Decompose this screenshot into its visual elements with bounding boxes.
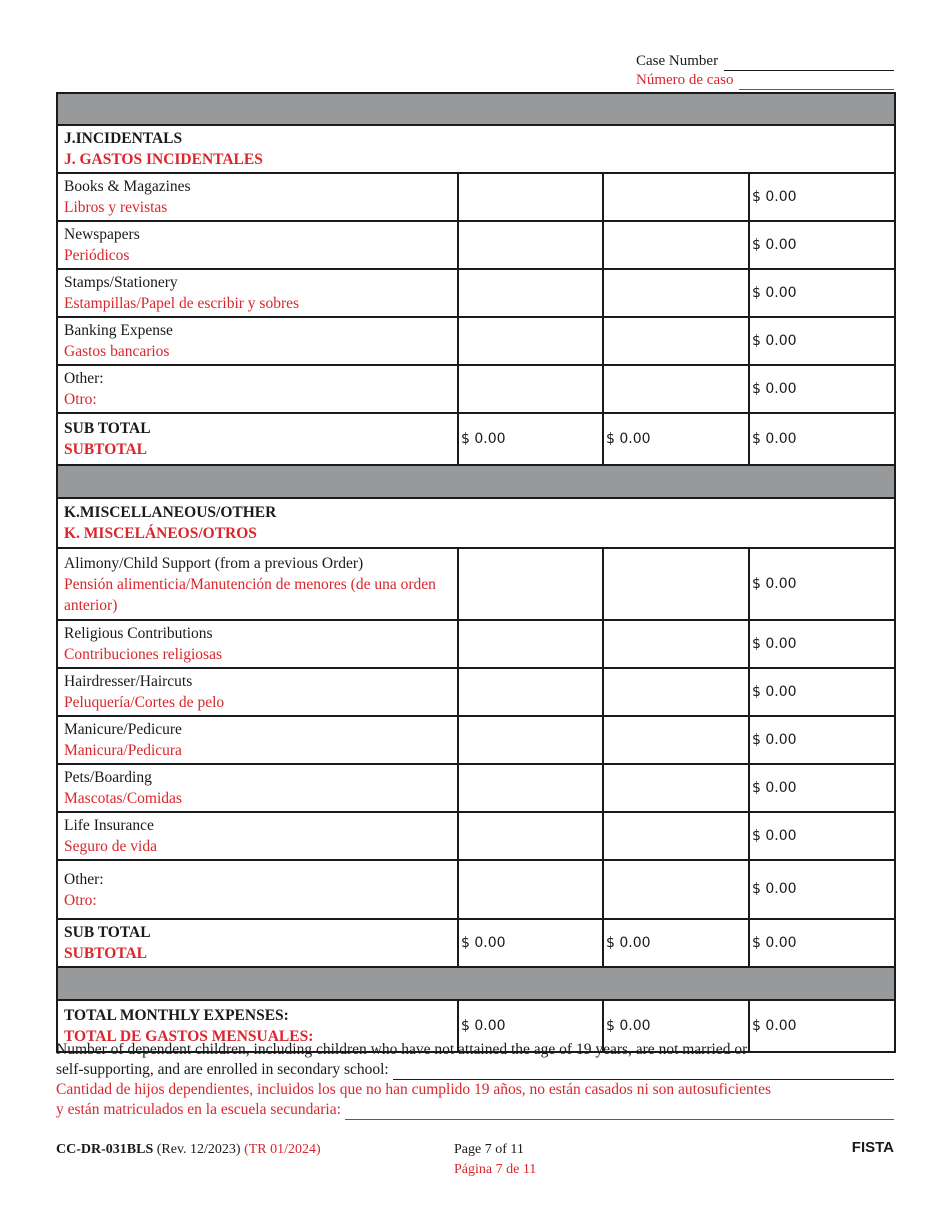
case-number-block [636,52,894,90]
row-label-es: Periódicos [64,247,130,264]
row-label: Manicure/Pedicure [64,721,182,738]
dependents-input[interactable] [393,1063,894,1080]
total-cell: $ 0.00 [749,365,895,413]
amount-cell[interactable] [603,620,749,668]
amount-cell[interactable] [458,173,603,221]
dependents-input-es[interactable] [345,1103,894,1120]
section-divider [57,465,895,498]
dependents-text-line2-es: y están matriculados en la escuela secundaria: [56,1101,341,1118]
total-label: TOTAL MONTHLY EXPENSES: [64,1007,289,1024]
row-label-es: Gastos bancarios [64,343,170,360]
case-number-label: Case Number [636,53,719,69]
table-row [57,548,895,620]
section-j-header [57,125,895,173]
total-cell: $ 0.00 [749,269,895,317]
row-label-es: Estampillas/Papel de escribir y sobres [64,295,300,312]
amount-cell[interactable] [603,860,749,919]
table-row [57,173,895,221]
amount-cell[interactable] [458,812,603,860]
dependents-row [56,1060,894,1080]
amount-cell[interactable] [603,317,749,365]
amount-cell[interactable] [458,668,603,716]
row-label-es: Libros y revistas [64,199,168,216]
row-label-es: Peluquería/Cortes de pelo [64,694,225,711]
table-row [57,221,895,269]
total-label-es: TOTAL DE GASTOS MENSUALES: [64,1028,314,1045]
amount-cell[interactable] [458,764,603,812]
dependents-block [56,1040,894,1120]
row-label: Pets/Boarding [64,769,152,786]
dependents-text-line1: Number of dependent children, including children who have not attained the age of 19 years, are not married or [56,1041,748,1058]
amount-cell[interactable] [603,764,749,812]
amount-cell[interactable] [458,221,603,269]
page-number [454,1140,536,1180]
row-label: Other: [64,370,104,387]
amount-cell[interactable] [458,716,603,764]
section-k-title-es: K. MISCELÁNEOS/OTROS [64,525,257,542]
page-number-es: Página 7 de 11 [454,1162,537,1177]
amount-cell[interactable] [458,548,603,620]
case-number-row-es [636,71,894,90]
table-row [57,812,895,860]
form-code: CC-DR-031BLS [56,1142,154,1157]
total-cell: $ 0.00 [749,716,895,764]
form-id [56,1140,321,1160]
amount-cell[interactable] [603,812,749,860]
section-j-title: J.INCIDENTALS [64,130,183,147]
row-label-es: Seguro de vida [64,838,157,855]
amount-cell[interactable] [603,269,749,317]
row-label-es: Mascotas/Comidas [64,790,182,807]
case-number-label-es: Número de caso [636,72,734,88]
total-cell: $ 0.00 [749,764,895,812]
total-cell: $ 0.00 [749,317,895,365]
dependents-text-line2: self-supporting, and are enrolled in secondary school: [56,1061,389,1078]
table-row [57,269,895,317]
amount-cell[interactable] [458,269,603,317]
row-label: Alimony/Child Support (from a previous Order) [64,554,364,572]
row-label-es: Otro: [64,891,97,909]
subtotal-value: $ 0.00 [458,413,603,465]
amount-cell[interactable] [458,860,603,919]
dependents-text-line1-es: Cantidad de hijos dependientes, incluidos los que no han cumplido 19 años, no están casados ni son autosuficientes [56,1081,772,1098]
table-row [57,860,895,919]
case-number-input[interactable] [724,55,894,71]
subtotal-value: $ 0.00 [749,413,895,465]
subtotal-row [57,413,895,465]
total-cell: $ 0.00 [749,812,895,860]
subtotal-value: $ 0.00 [458,919,603,967]
total-cell: $ 0.00 [749,221,895,269]
row-label: Banking Expense [64,322,173,339]
row-label-es: Pensión alimenticia/Manutención de menores (de una orden anterior) [64,575,436,614]
table-row [57,764,895,812]
table-row [57,716,895,764]
subtotal-label-es: SUBTOTAL [64,945,147,962]
table-row [57,668,895,716]
amount-cell[interactable] [603,668,749,716]
section-k-header [57,498,895,548]
amount-cell[interactable] [603,221,749,269]
section-k-title: K.MISCELLANEOUS/OTHER [64,504,277,521]
table-row [57,365,895,413]
table-row [57,620,895,668]
case-number-row [636,52,894,71]
total-cell: $ 0.00 [749,860,895,919]
total-cell: $ 0.00 [749,548,895,620]
row-label-es: Manicura/Pedicura [64,742,182,759]
form-translation: (TR 01/2024) [244,1142,321,1157]
total-value: $ 0.00 [749,1000,895,1052]
total-cell: $ 0.00 [749,668,895,716]
amount-cell[interactable] [458,620,603,668]
row-label: Newspapers [64,226,140,243]
section-divider [57,967,895,1000]
section-divider [57,93,895,125]
amount-cell[interactable] [603,365,749,413]
row-label-es: Otro: [64,391,97,408]
row-label: Life Insurance [64,817,154,834]
form-revision: (Rev. 12/2023) [156,1142,241,1157]
row-label: Hairdresser/Haircuts [64,673,193,690]
table-row [57,317,895,365]
total-value: $ 0.00 [603,1000,749,1052]
subtotal-value: $ 0.00 [749,919,895,967]
case-number-input-es[interactable] [739,74,894,90]
subtotal-label: SUB TOTAL [64,924,151,941]
expense-table [56,92,896,1053]
subtotal-value: $ 0.00 [603,413,749,465]
amount-cell[interactable] [603,716,749,764]
amount-cell[interactable] [603,548,749,620]
subtotal-label-es: SUBTOTAL [64,441,147,458]
total-cell: $ 0.00 [749,173,895,221]
amount-cell[interactable] [458,365,603,413]
brand-label: FISTA [851,1139,894,1156]
amount-cell[interactable] [458,317,603,365]
row-label: Books & Magazines [64,178,191,195]
row-label: Stamps/Stationery [64,274,178,291]
page-number-en: Page 7 of 11 [454,1142,524,1157]
subtotal-label: SUB TOTAL [64,420,151,437]
dependents-row-es [56,1100,894,1120]
row-label-es: Contribuciones religiosas [64,646,222,663]
section-j-title-es: J. GASTOS INCIDENTALES [64,151,263,168]
amount-cell[interactable] [603,173,749,221]
total-cell: $ 0.00 [749,620,895,668]
subtotal-value: $ 0.00 [603,919,749,967]
subtotal-row [57,919,895,967]
total-value: $ 0.00 [458,1000,603,1052]
row-label: Other: [64,870,104,888]
row-label: Religious Contributions [64,625,213,642]
